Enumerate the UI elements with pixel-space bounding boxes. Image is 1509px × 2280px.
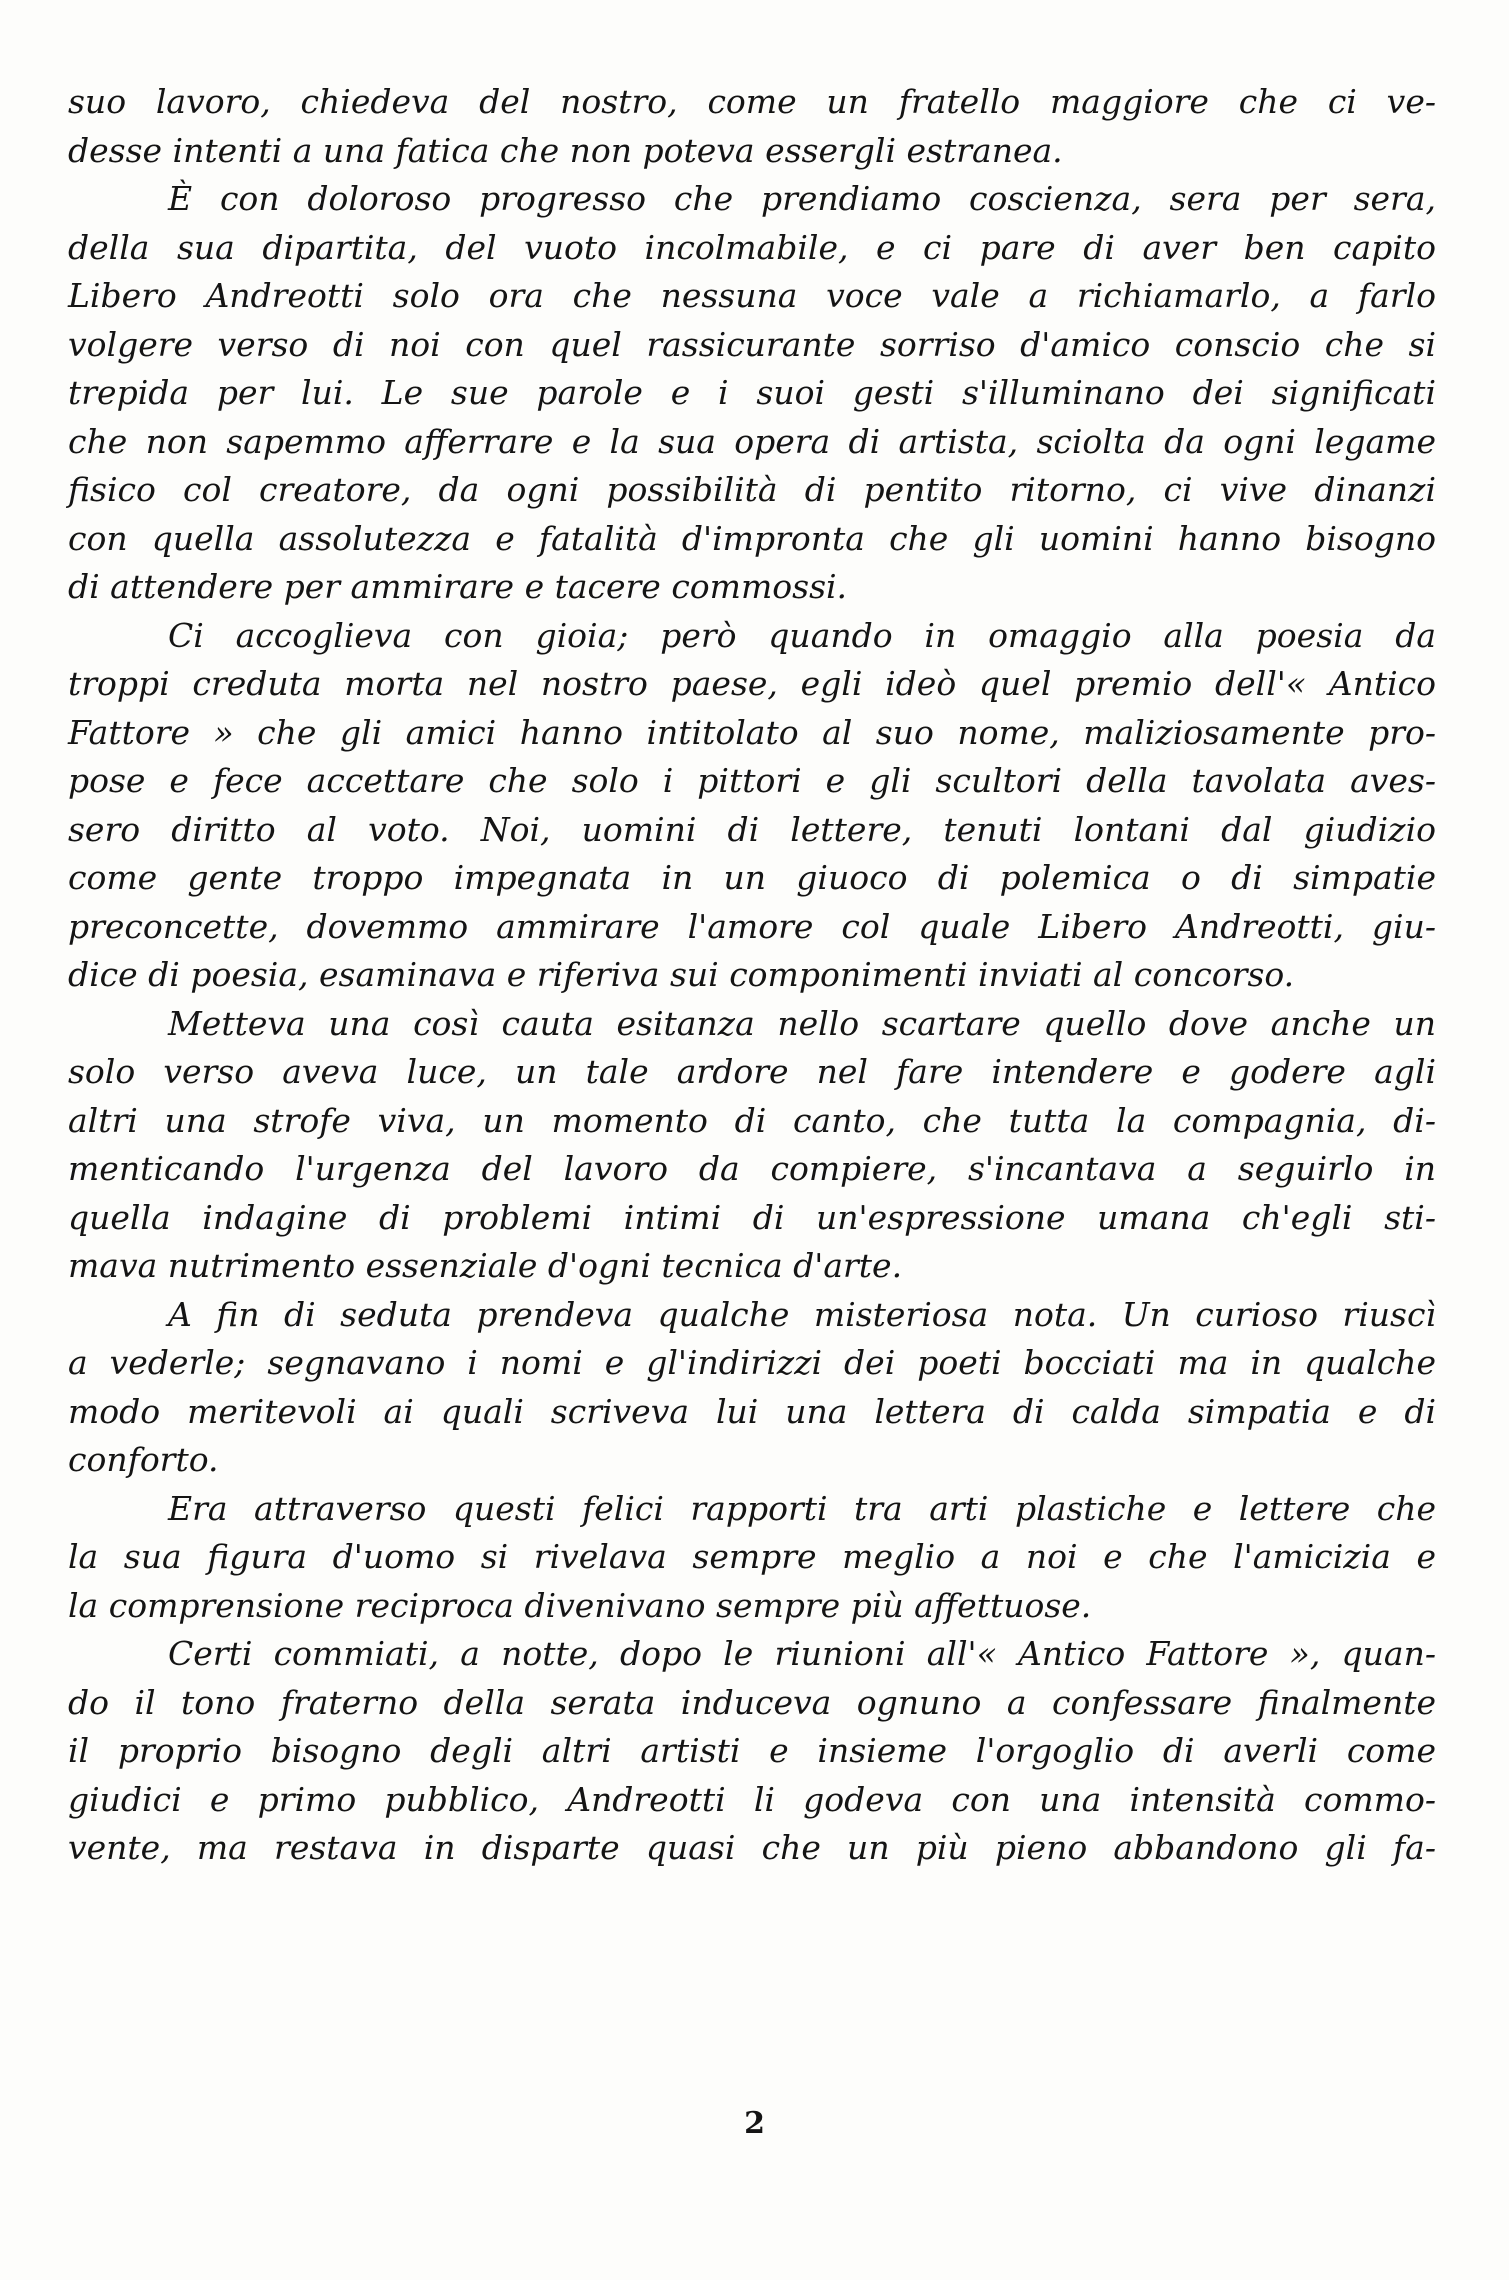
text-line: conforto.	[68, 1440, 219, 1479]
text-line: troppi creduta morta nel nostro paese, egli ideò quel premio dell'« Antico	[68, 664, 1436, 703]
text-line: giudici e primo pubblico, Andreotti li godeva con una intensità commo-	[68, 1779, 1436, 1819]
text-line: modo meritevoli ai quali scriveva lui una lettera di calda simpatia e di	[68, 1391, 1436, 1431]
text-line: della sua dipartita, del vuoto incolmabile, e ci pare di aver ben capito	[68, 227, 1436, 267]
text-line: con quella assolutezza e fatalità d'impronta che gli uomini hanno bisogno	[68, 518, 1436, 558]
text-line: preconcette, dovemmo ammirare l'amore col quale Libero Andreotti, giu-	[68, 906, 1436, 946]
text-line: a vederle; segnavano i nomi e gl'indirizzi dei poeti bocciati ma in qualche	[68, 1343, 1436, 1382]
text-line: che non sapemmo afferrare e la sua opera di artista, sciolta da ogni legame	[68, 421, 1436, 461]
text-line: trepida per lui. Le sue parole e i suoi gesti s'illuminano dei significati	[68, 373, 1436, 412]
text-line: Libero Andreotti solo ora che nessuna voce vale a richiamarlo, a farlo	[68, 276, 1436, 315]
text-line: Metteva una così cauta esitanza nello scartare quello dove anche un	[168, 1003, 1436, 1043]
text-line: altri una strofe viva, un momento di canto, che tutta la compagnia, di-	[68, 1100, 1436, 1140]
text-line: quella indagine di problemi intimi di un'espressione umana ch'egli sti-	[68, 1197, 1436, 1237]
text-line: il proprio bisogno degli altri artisti e insieme l'orgoglio di averli come	[68, 1731, 1436, 1770]
text-line: mava nutrimento essenziale d'ogni tecnica d'arte.	[68, 1246, 903, 1285]
text-line: suo lavoro, chiedeva del nostro, come un fratello maggiore che ci ve-	[68, 82, 1436, 121]
text-line: menticando l'urgenza del lavoro da compiere, s'incantava a seguirlo in	[68, 1149, 1436, 1188]
text-line: come gente troppo impegnata in un giuoco di polemica o di simpatie	[68, 858, 1436, 897]
text-line: È con doloroso progresso che prendiamo coscienza, sera per sera,	[168, 179, 1436, 218]
text-line: di attendere per ammirare e tacere commossi.	[68, 567, 848, 606]
text-line: sero diritto al voto. Noi, uomini di lettere, tenuti lontani dal giudizio	[68, 809, 1436, 849]
text-line: Certi commiati, a notte, dopo le riunioni all'« Antico Fattore », quan-	[168, 1634, 1436, 1673]
text-line: volgere verso di noi con quel rassicurante sorriso d'amico conscio che si	[68, 324, 1436, 364]
text-line: pose e fece accettare che solo i pittori e gli scultori della tavolata aves-	[68, 761, 1436, 800]
text-line: A fin di seduta prendeva qualche misteriosa nota. Un curioso riuscì	[168, 1294, 1436, 1334]
text-line: Fattore » che gli amici hanno intitolato al suo nome, maliziosamente pro-	[68, 712, 1436, 752]
text-line: la comprensione reciproca divenivano sempre più affettuose.	[68, 1585, 1092, 1625]
body-text	[68, 78, 1436, 1873]
text-line: do il tono fraterno della serata induceva ognuno a confessare finalmente	[68, 1682, 1436, 1722]
text-line: dice di poesia, esaminava e riferiva sui componimenti inviati al concorso.	[68, 955, 1295, 994]
text-line: solo verso aveva luce, un tale ardore nel fare intendere e godere agli	[68, 1052, 1436, 1091]
text-line: desse intenti a una fatica che non poteva essergli estranea.	[68, 130, 1063, 170]
page-number: 2	[744, 2106, 765, 2141]
text-line: Era attraverso questi felici rapporti tra arti plastiche e lettere che	[168, 1488, 1436, 1528]
text-line: vente, ma restava in disparte quasi che un più pieno abbandono gli fa-	[68, 1828, 1436, 1867]
text-line: fisico col creatore, da ogni possibilità di pentito ritorno, ci vive dinanzi	[68, 470, 1436, 509]
text-line: Ci accoglieva con gioia; però quando in omaggio alla poesia da	[168, 615, 1436, 655]
text-line: la sua figura d'uomo si rivelava sempre meglio a noi e che l'amicizia e	[68, 1537, 1436, 1576]
